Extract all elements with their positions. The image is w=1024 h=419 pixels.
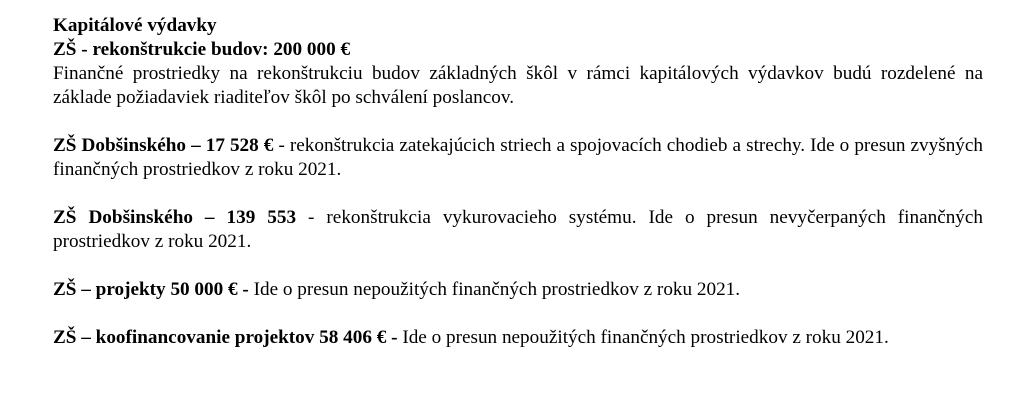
document-page [53, 14, 983, 350]
item-text-1: - rekonštrukcia zatekajúcich striech a spojovacích chodieb a strechy. Ide o presun zvyšných finančných prostriedkov z roku 2021. [53, 135, 983, 180]
item-paragraph-2 [53, 206, 983, 254]
item-text-3: Ide o presun nepoužitých finančných prostriedkov z roku 2021. [248, 279, 741, 300]
item-title-4: ZŠ – koofinancovanie projektov 58 406 € - [53, 327, 398, 348]
item-text-2: - rekonštrukcia vykurovacieho systému. Ide o presun nevyčerpaných finančných prostriedkov z roku 2021. [53, 207, 984, 252]
item-title-2: ZŠ Dobšinského – 139 553 [53, 207, 297, 228]
item-paragraph-1 [53, 134, 983, 182]
section-heading: Kapitálové výdavky [53, 15, 217, 36]
item-text-4: Ide o presun nepoužitých finančných prostriedkov z roku 2021. [397, 327, 889, 348]
item-title-1: ZŠ Dobšinského – 17 528 € [53, 135, 274, 156]
item-paragraph-3 [53, 278, 983, 302]
item-paragraph-4 [53, 326, 983, 350]
intro-paragraph: Finančné prostriedky na rekonštrukciu budov základných škôl v rámci kapitálových výdavkov budú rozdelené na základe požiadaviek riaditeľov škôl po schválení poslancov. [53, 63, 983, 108]
zs-reconstruction-subheading: ZŠ - rekonštrukcie budov: 200 000 € [53, 39, 351, 60]
item-title-3: ZŠ – projekty 50 000 € - [53, 279, 249, 300]
